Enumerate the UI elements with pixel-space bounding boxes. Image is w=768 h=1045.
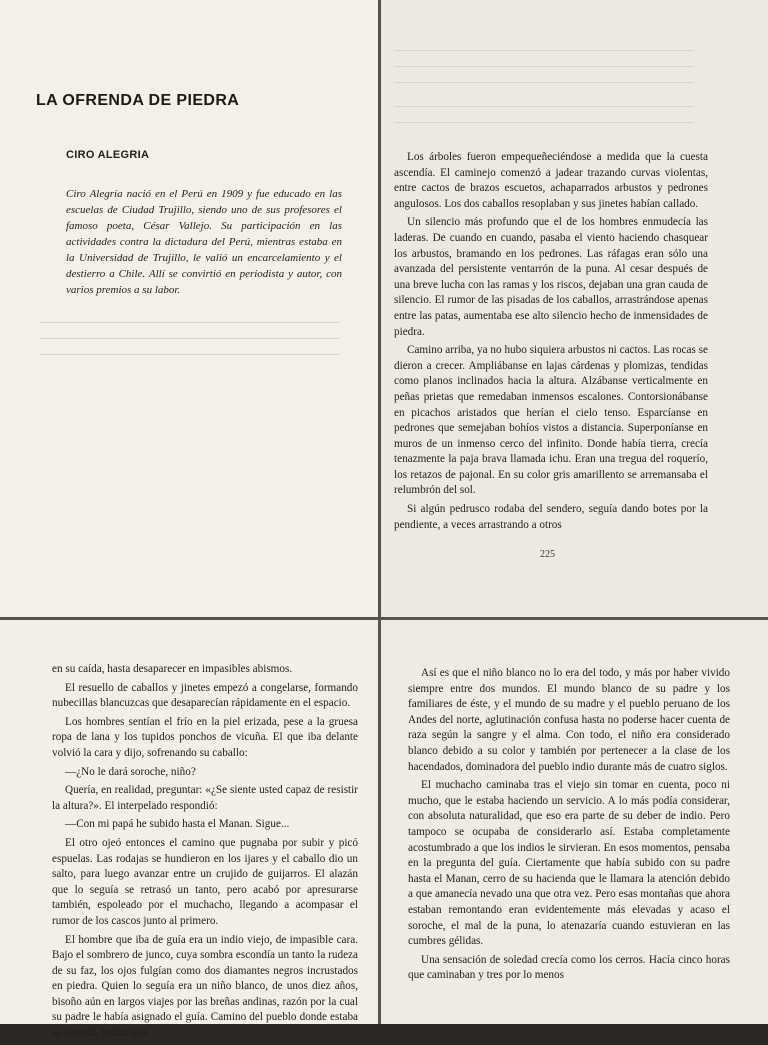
spread-divider [0,617,768,620]
paragraph: Una sensación de soledad crecía como los cerros. Hacía cinco horas que caminaban y tres por lo menos [408,953,730,982]
show-through-line [40,354,340,355]
paragraph: Si algún pedrusco rodaba del sendero, seguía dando botes por la pendiente, a veces arrastrando a otros [394,503,708,531]
text-column-bottom-left [52,662,358,1045]
author-name: CIRO ALEGRIA [66,149,150,161]
text-column-top-right [394,150,708,536]
page-number: 225 [540,549,555,560]
paragraph: El hombre que iba de guía era un indio viejo, de impasible cara. Bajo el sombrero de junco, cuya sombra escondía un tanto la rudeza de su faz, los ojos fulgían como dos diamantes negros incrustados en piedra. Quien lo seguía era un niño blanco, de unos diez años, bisoño aún en largos viajes por las breñas andinas, razón por la cual su padre le había asignado el guía. Camino del pueblo donde estaba la escuela, tenían que [52,933,358,1040]
show-through-line [40,338,340,339]
paragraph: Los hombres sentían el frío en la piel erizada, pese a la gruesa ropa de lana y los tupidos ponchos de vicuña. El que iba delante volvió la cara y dijo, sofrenando su caballo: [52,715,358,759]
story-title: LA OFRENDA DE PIEDRA [36,92,240,109]
page-bottom-left [0,620,378,1040]
paragraph: Quería, en realidad, preguntar: «¿Se siente usted capaz de resistir la altura?». El interpelado respondió: [52,784,358,812]
paragraph: El resuello de caballos y jinetes empezó a congelarse, formando nubecillas blancuzcas que desaparecían rápidamente en el espacio. [52,681,358,710]
show-through-line [394,122,694,123]
paragraph: El muchacho caminaba tras el viejo sin tomar en cuenta, poco ni mucho, que le estaba haciendo un servicio. A lo más podía considerar, con absoluta naturalidad, que eso era parte de su deber de indio. Pero tampoco se ocupaba de considerarlo así. Estaba completamente acostumbrado a que los indios le sirvieran. En esos momentos, pensaba en la pregunta del guía. Ciertamente que había subido con su padre hasta el Manan, cerro de su hacienda que le llamara la atención debido a que amanecía nevado una que otra vez. Pero esas montañas que ahora estaban remontando eran evidentemente más elevadas y acaso el soroche, el mal de la puna, lo atenazaría cuando estuvieran en las cumbres gélidas. [408,779,730,948]
show-through-line [394,50,694,51]
show-through-line [394,66,694,67]
show-through-line [394,82,694,83]
page-bottom-right [380,620,768,1024]
paragraph-continuation: en su caída, hasta desaparecer en impasibles abismos. [52,663,293,675]
page-top-left [0,0,378,617]
paragraph: Camino arriba, ya no hubo siquiera arbustos ni cactos. Las rocas se dieron a crecer. Ampliábanse en lajas cárdenas y plomizas, tendidas como planos inclinados hacia la altura. Alzábanse verticalmente en peñas prietas que remedaban inmensos escalones. Contorsionábanse en picachos aristados que herían el cielo tenso. Esparcíanse en pedrones que semejaban bohíos vistos a distancia. Superponíanse en muros de un inmenso cerco del infinito. Donde había tierra, crecía tenazmente la paja brava llamada ichu. Eran una tregua del roquerío, los retazos de pajonal. En su color gris amarillento se arremansaba el relumbrón del sol. [394,344,708,497]
text-column-bottom-right [408,666,730,987]
paragraph: —Con mi papá he subido hasta el Manan. Sigue... [65,818,290,831]
paragraph: Los árboles fueron empequeñeciéndose a medida que la cuesta ascendía. El caminejo comenzó a jadear trazando curvas violentas, entre cactos de brazos escuetos, achaparrados arbustos y pedrones angulosos. Los dos caballos resoplaban y sus jinetes habían callado. [394,151,708,210]
paragraph: El otro ojeó entonces el camino que pugnaba por subir y picó espuelas. Las rodajas se hundieron en los ijares y el caballo dio un salto, para luego avanzar entre un crujido de guijarros. El alazán que lo seguía se retrasó un tanto, pero acabó por apresurarse también, espoleado por el muchacho, llegando a acompasar el rumor de los cascos junto al primero. [52,836,358,927]
page-top-right [380,0,768,617]
show-through-line [40,322,340,323]
paragraph: —¿No le dará soroche, niño? [65,765,196,778]
author-bio: Ciro Alegría nació en el Perú en 1909 y fue educado en las escuelas de Ciudad Trujillo, siendo uno de sus profesores el famoso poeta, César Vallejo. Su participación en las actividades contra la dictadura del Perú, mientras estaba en la Universidad de Trujillo, le valió un encarcelamiento y el destierro a Chile. Allí se convirtió en periodista y autor, con varios premios a su labor. [66,188,342,296]
paragraph: Así es que el niño blanco no lo era del todo, y más por haber vivido siempre entre dos mundos. El mundo blanco de su padre y los familiares de éste, y el mundo de su madre y el pueblo peruano de los Andes del norte, aglutinación confusa hasta no poderse hacer cuenta de raza según la sangre y el alma. Con todo, el niño era considerado blanco debido a su color y también por pertenecer a la clase de los hacendados, dominadora del pueblo indio durante más de cuatro siglos. [408,667,730,773]
show-through-line [394,106,694,107]
book-gutter [378,0,381,1024]
paragraph: Un silencio más profundo que el de los hombres enmudecía las laderas. De cuando en cuando, pasaba el viento haciendo chasquear los arbustos, bramando en los pedrones. Las ráfagas eran sólo una avanzada del persistente ventarrón de la puna. Al cesar después de una breve lucha con las ramas y los riscos, dejaban una gran cauda de silencio. El rumor de las pisadas de los caballos, arrastrándose apenas entre las patas, aumentaba ese alto silencio hecho de inmensidades de piedra. [394,216,708,338]
